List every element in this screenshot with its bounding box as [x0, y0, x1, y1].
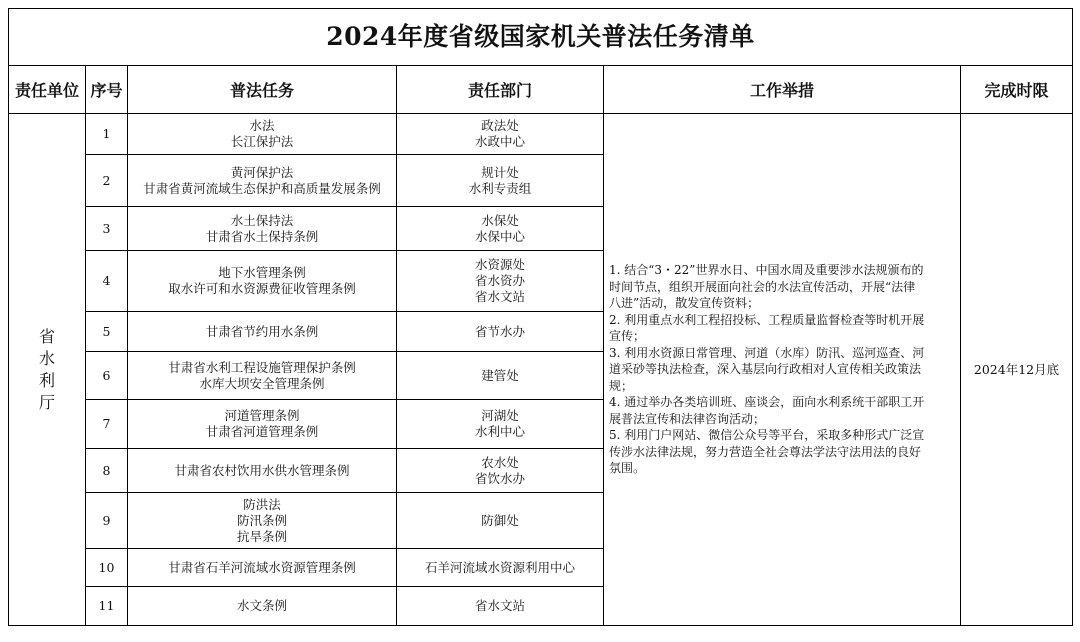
document-title: 2024年度省级国家机关普法任务清单 — [9, 9, 1073, 66]
task-cell — [128, 400, 397, 449]
measures-line: 规； — [609, 378, 634, 393]
task-law-name: 甘肃省水土保持条例 — [205, 228, 319, 244]
task-law-name: 甘肃省黄河流域生态保护和高质量发展条例 — [143, 180, 381, 196]
deadline-cell: 2024年12月底 — [961, 114, 1073, 626]
measures-line: 八进”活动，散发宣传资料； — [609, 296, 760, 311]
measures-cell — [604, 114, 961, 626]
table-row — [9, 114, 1073, 155]
dept-name: 省水资办 — [474, 273, 525, 288]
task-law-name: 水法 — [249, 118, 275, 133]
row-number: 11 — [86, 587, 128, 626]
dept-cell — [397, 155, 604, 207]
row-number: 10 — [86, 549, 128, 587]
task-cell — [128, 114, 397, 155]
measures-line: 展普法宣传和法律咨询活动； — [609, 411, 766, 426]
task-law-name: 甘肃省石羊河流域水资源管理条例 — [168, 559, 356, 575]
responsible-unit-char: 厅 — [38, 392, 55, 412]
task-law-name: 甘肃省农村饮用水供水管理条例 — [174, 462, 350, 478]
dept-name: 农水处 — [481, 454, 519, 470]
dept-name: 水利中心 — [474, 424, 525, 439]
dept-name: 石羊河流域水资源利用中心 — [424, 559, 575, 575]
task-law-name: 长江保护法 — [230, 134, 294, 149]
task-law-name: 甘肃省水利工程设施管理保护条例 — [168, 359, 356, 375]
row-number: 4 — [86, 251, 128, 312]
dept-name: 省节水办 — [474, 323, 525, 339]
measures-line: 2. 利用重点水利工程招投标、工程质量监督检查等时机开展 — [609, 312, 925, 327]
task-cell — [128, 587, 397, 626]
dept-name: 水利专责组 — [468, 180, 532, 196]
dept-cell — [397, 493, 604, 549]
task-law-name: 水文条例 — [236, 598, 287, 613]
header-seq: 序号 — [86, 66, 128, 114]
task-cell — [128, 155, 397, 207]
task-cell — [128, 549, 397, 587]
dept-cell — [397, 114, 604, 155]
task-cell — [128, 312, 397, 352]
task-law-name: 地下水管理条例 — [218, 265, 306, 280]
row-number: 7 — [86, 400, 128, 449]
task-cell — [128, 449, 397, 493]
task-law-name: 取水许可和水资源费征收管理条例 — [168, 281, 356, 296]
row-number: 9 — [86, 493, 128, 549]
measures-line: 道采砂等执法检查，深入基层向行政相对人宣传相关政策法 — [609, 362, 922, 377]
task-cell — [128, 207, 397, 251]
task-law-name: 甘肃省河道管理条例 — [205, 424, 319, 439]
header-deadline: 完成时限 — [961, 66, 1073, 114]
task-law-name: 黄河保护法 — [230, 164, 294, 180]
measures-line: 3. 利用水资源日常管理、河道（水库）防汛、巡河巡查、河 — [609, 345, 925, 360]
document-page — [8, 8, 1072, 634]
task-table — [8, 8, 1073, 626]
measures-line: 氛围。 — [609, 461, 646, 476]
header-task: 普法任务 — [128, 66, 397, 114]
table-body — [9, 114, 1073, 626]
dept-name: 河湖处 — [481, 408, 519, 423]
dept-cell — [397, 549, 604, 587]
dept-name: 省饮水办 — [474, 470, 525, 486]
dept-name: 水政中心 — [474, 134, 525, 149]
header-unit: 责任单位 — [9, 66, 86, 114]
row-number: 8 — [86, 449, 128, 493]
dept-cell — [397, 312, 604, 352]
task-law-name: 甘肃省节约用水条例 — [205, 323, 319, 339]
dept-name: 水保处 — [481, 212, 519, 228]
dept-name: 省水文站 — [474, 289, 525, 304]
row-number: 3 — [86, 207, 128, 251]
header-dept: 责任部门 — [397, 66, 604, 114]
measures-line: 宣传； — [609, 329, 646, 344]
measures-line: 时间节点，组织开展面向社会的水法宣传活动，开展“法律 — [609, 279, 916, 294]
measures-line: 1. 结合“3・22”世界水日、中国水周及重要涉水法规颁布的 — [609, 263, 924, 278]
row-number: 6 — [86, 352, 128, 400]
header-measures: 工作举措 — [604, 66, 961, 114]
dept-cell — [397, 352, 604, 400]
dept-name: 规计处 — [481, 164, 519, 180]
task-cell — [128, 352, 397, 400]
dept-name: 水保中心 — [474, 228, 525, 244]
task-law-name: 河道管理条例 — [224, 408, 300, 423]
dept-name: 政法处 — [481, 118, 519, 133]
dept-cell — [397, 587, 604, 626]
row-number: 2 — [86, 155, 128, 207]
task-cell — [128, 251, 397, 312]
measures-line: 5. 利用门户网站、微信公众号等平台，采取多种形式广泛宣 — [609, 428, 925, 443]
dept-cell — [397, 207, 604, 251]
task-law-name: 抗旱条例 — [236, 528, 287, 544]
dept-cell — [397, 449, 604, 493]
row-number: 1 — [86, 114, 128, 155]
task-law-name: 防洪法 — [243, 496, 281, 512]
dept-name: 建管处 — [481, 367, 519, 383]
dept-cell — [397, 251, 604, 312]
header-row — [9, 66, 1073, 114]
task-law-name: 水土保持法 — [230, 212, 294, 228]
measures-line: 传涉水法律法规，努力营造全社会尊法学法守法用法的良好 — [609, 444, 922, 459]
dept-name: 省水文站 — [474, 598, 525, 613]
task-law-name: 水库大坝安全管理条例 — [199, 375, 325, 391]
dept-cell — [397, 400, 604, 449]
dept-name: 水资源处 — [474, 257, 525, 272]
task-law-name: 防汛条例 — [236, 512, 287, 528]
task-cell — [128, 493, 397, 549]
responsible-unit-cell — [9, 114, 86, 626]
responsible-unit-char: 水 — [38, 348, 55, 368]
responsible-unit-char: 利 — [38, 370, 55, 390]
measures-line: 4. 通过举办各类培训班、座谈会，面向水利系统干部职工开 — [609, 395, 925, 410]
row-number: 5 — [86, 312, 128, 352]
responsible-unit-char: 省 — [38, 326, 55, 346]
dept-name: 防御处 — [481, 512, 519, 528]
